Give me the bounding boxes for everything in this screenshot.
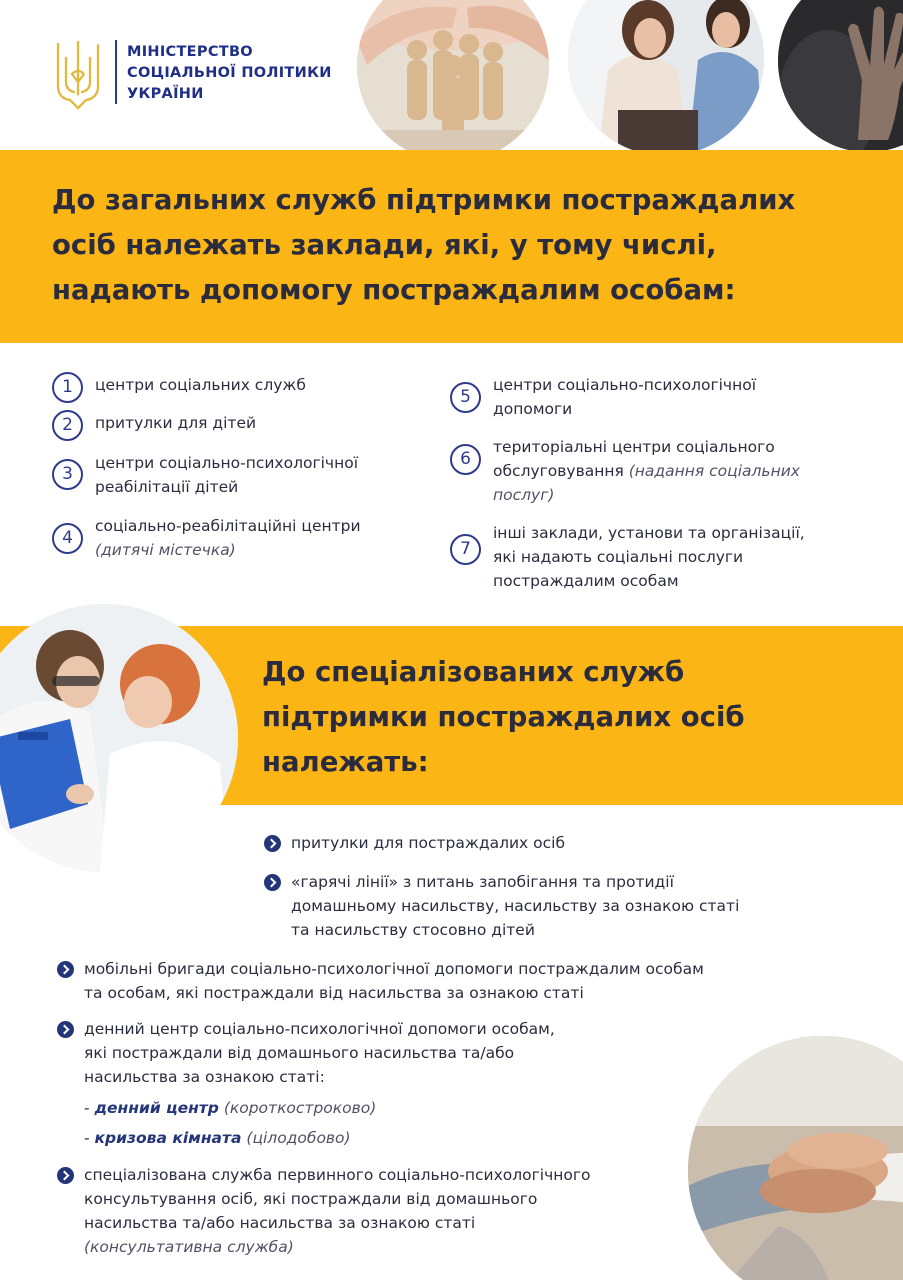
item-text: та особам, які постраждали від насильства за ознакою статі — [84, 984, 584, 1002]
ministry-line-1: МІНІСТЕРСТВО — [127, 44, 253, 60]
item-text: центри соціальних служб — [95, 376, 306, 394]
dash: - — [84, 1129, 90, 1147]
item-note: (консультативна служба) — [84, 1238, 294, 1256]
item-text: які постраждали від домашнього насильства та/або — [84, 1044, 515, 1062]
item-text: насильства та/або насильства за ознакою статі — [84, 1214, 476, 1232]
item-text: насильства за ознакою статі: — [84, 1068, 325, 1086]
item-note: (дитячі містечка) — [95, 541, 236, 559]
chevron-right-icon — [57, 1167, 74, 1184]
chevron-right-icon — [264, 874, 281, 891]
number-badge: 5 — [450, 382, 481, 413]
item-text: які надають соціальні послуги — [493, 548, 744, 566]
number-badge: 3 — [52, 459, 83, 490]
item-text: мобільні бригади соціально-психологічної допомоги постраждалим особам — [84, 960, 704, 978]
photo-women-consoling — [568, 0, 764, 156]
number-badge: 1 — [52, 372, 83, 403]
specialized-services-heading — [262, 650, 862, 785]
item-text: допомоги — [493, 400, 573, 418]
ministry-line-2: СОЦІАЛЬНОЇ ПОЛІТИКИ — [127, 65, 332, 81]
item-text: домашньому насильству, насильству за ознакою статі — [291, 897, 740, 915]
item-text: територіальні центри соціального — [493, 438, 775, 456]
heading-line: осіб належать заклади, які, у тому числі, — [52, 229, 717, 261]
sub-item — [84, 1126, 351, 1150]
sub-item-note: (короткостроково) — [223, 1099, 377, 1117]
sub-item-title: кризова кімната — [94, 1129, 242, 1147]
sub-item-note: (цілодобово) — [246, 1129, 351, 1147]
item-text: реабілітації дітей — [95, 478, 239, 496]
item-text: спеціалізована служба первинного соціально-психологічного — [84, 1166, 591, 1184]
trident-emblem-icon — [52, 38, 104, 110]
dash: - — [84, 1099, 90, 1117]
sub-item-title: денний центр — [94, 1099, 219, 1117]
general-services-heading — [52, 178, 872, 313]
heading-line: підтримки постраждалих осіб — [262, 701, 745, 733]
ministry-logo — [52, 38, 342, 110]
item-text: інші заклади, установи та організації, — [493, 524, 805, 542]
number-badge: 7 — [450, 534, 481, 565]
chevron-right-icon — [57, 961, 74, 978]
chevron-right-icon — [264, 835, 281, 852]
item-note: (надання соціальних — [628, 462, 800, 480]
item-text: консультування осіб, які постраждали від домашнього — [84, 1190, 538, 1208]
heading-line: До спеціалізованих служб — [262, 656, 685, 688]
heading-line: До загальних служб підтримки постраждалих — [52, 184, 796, 216]
number-badge: 2 — [52, 410, 83, 441]
item-text: центри соціально-психологічної — [95, 454, 359, 472]
item-text: притулки для дітей — [95, 414, 257, 432]
photo-stacked-hands — [688, 1036, 903, 1280]
item-text: притулки для постраждалих осіб — [291, 834, 566, 852]
ministry-line-3: УКРАЇНИ — [127, 86, 204, 102]
item-note: послуг) — [493, 486, 555, 504]
item-text: денний центр соціально-психологічної допомоги особам, — [84, 1020, 555, 1038]
photo-hand-stop — [778, 0, 903, 152]
item-text: постраждалим особам — [493, 572, 679, 590]
item-text: центри соціально-психологічної — [493, 376, 757, 394]
logo-separator — [115, 40, 117, 104]
number-badge: 4 — [52, 523, 83, 554]
item-text: соціально-реабілітаційні центри — [95, 517, 361, 535]
sub-item — [84, 1096, 376, 1120]
item-text: «гарячі лінії» з питань запобігання та протидії — [291, 873, 674, 891]
ministry-name — [127, 42, 332, 105]
item-text: та насильству стосовно дітей — [291, 921, 535, 939]
chevron-right-icon — [57, 1021, 74, 1038]
heading-line: належать: — [262, 746, 429, 778]
photo-hands-protecting-figures — [357, 0, 549, 162]
number-badge: 6 — [450, 444, 481, 475]
heading-line: надають допомогу постраждалим особам: — [52, 274, 736, 306]
item-text: обслуговування — [493, 462, 624, 480]
